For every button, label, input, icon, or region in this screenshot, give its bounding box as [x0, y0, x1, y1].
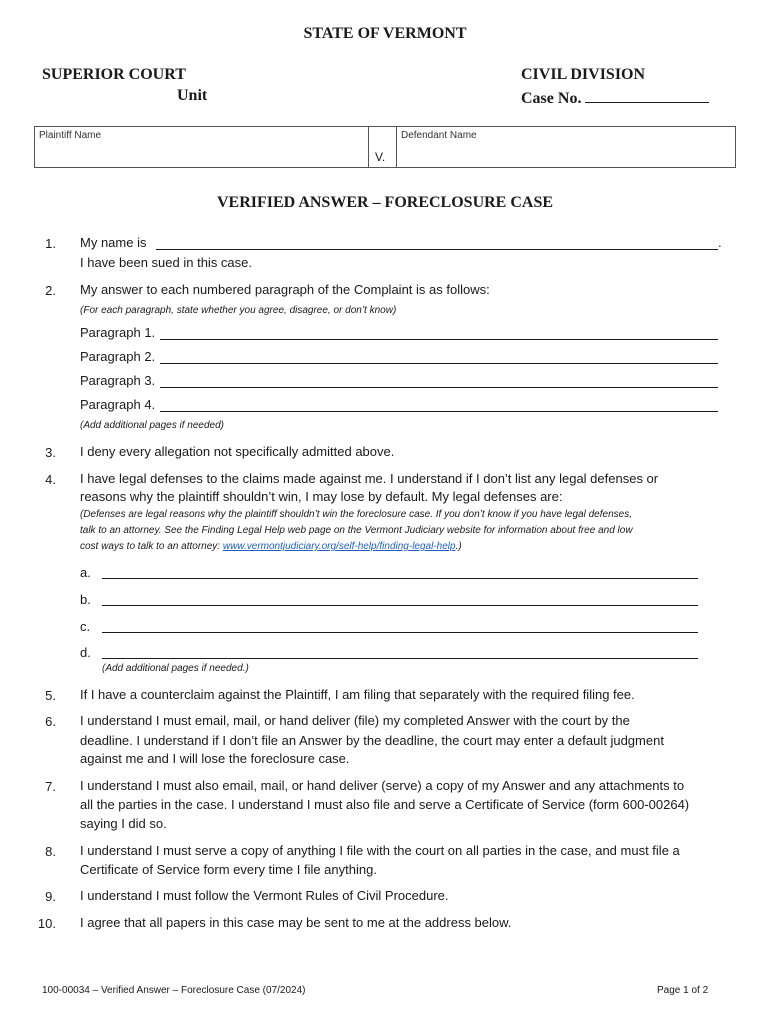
item-4-note-add: (Add additional pages if needed.)	[102, 663, 249, 674]
defense-a-field[interactable]	[102, 578, 698, 579]
defense-b-label: b.	[80, 592, 91, 607]
item-7-line-2: all the parties in the case. I understand I must also file and serve a Certificate of Service (form 600-00264)	[80, 797, 690, 812]
item-6-line-2: deadline. I understand if I don’t file an Answer by the deadline, the court may enter a default judgment	[80, 733, 664, 748]
item-1-text-a: My name is	[80, 235, 147, 250]
paragraph-3-label: Paragraph 3.	[80, 373, 156, 388]
paragraph-4-field[interactable]	[160, 411, 718, 412]
case-number	[521, 87, 709, 108]
item-2-text: My answer to each numbered paragraph of the Complaint is as follows:	[80, 282, 490, 297]
defense-a-label: a.	[80, 565, 91, 580]
plaintiff-field[interactable]	[35, 127, 369, 167]
item-5-text: If I have a counterclaim against the Plaintiff, I am filing that separately with the required filing fee.	[80, 687, 635, 702]
defendant-field[interactable]	[397, 127, 735, 167]
item-number: 7.	[45, 779, 56, 794]
item-10-text: I agree that all papers in this case may be sent to me at the address below.	[80, 915, 512, 930]
defense-c-label: c.	[80, 619, 91, 634]
item-number: 5.	[45, 688, 56, 703]
defense-b-field[interactable]	[102, 605, 698, 606]
item-4-note-1: (Defenses are legal reasons why the plaintiff shouldn’t win the foreclosure case. If you don’t know if you have legal defenses,	[80, 509, 632, 520]
item-2-note-2: (Add additional pages if needed)	[80, 420, 224, 431]
item-number: 4.	[45, 472, 56, 487]
division-label: CIVIL DIVISION	[521, 66, 646, 83]
item-4-line-1: I have legal defenses to the claims made against me. I understand if I don’t list any legal defenses or	[80, 471, 659, 486]
item-number: 1.	[45, 236, 56, 251]
item-6-line-3: against me and I will lose the foreclosure case.	[80, 751, 350, 766]
defense-d-label: d.	[80, 645, 91, 660]
item-6-line-1: I understand I must email, mail, or hand deliver (file) my completed Answer with the court by the	[80, 713, 630, 728]
case-number-label: Case No.	[521, 90, 582, 107]
item-4-note-3-end: .)	[455, 541, 462, 552]
item-1-text-b: I have been sued in this case.	[80, 255, 253, 270]
item-9-text: I understand I must follow the Vermont Rules of Civil Procedure.	[80, 888, 449, 903]
paragraph-3-field[interactable]	[160, 387, 718, 388]
case-number-field[interactable]	[585, 87, 709, 103]
paragraph-1-label: Paragraph 1.	[80, 325, 156, 340]
defense-c-field[interactable]	[102, 632, 698, 633]
state-heading: STATE OF VERMONT	[303, 25, 467, 42]
name-field[interactable]	[156, 249, 718, 250]
item-4-line-2: reasons why the plaintiff shouldn’t win, I may lose by default. My legal defenses are:	[80, 489, 563, 504]
versus-label: V.	[375, 150, 386, 164]
item-4-note-3-text: cost ways to talk to an attorney:	[80, 541, 223, 552]
paragraph-2-label: Paragraph 2.	[80, 349, 156, 364]
paragraph-4-label: Paragraph 4.	[80, 397, 156, 412]
item-number: 2.	[45, 283, 56, 298]
item-number: 6.	[45, 714, 56, 729]
paragraph-1-field[interactable]	[160, 339, 718, 340]
item-8-line-2: Certificate of Service form every time I file anything.	[80, 862, 377, 877]
document-title: VERIFIED ANSWER – FORECLOSURE CASE	[216, 194, 554, 211]
item-4-note-2: talk to an attorney. See the Finding Legal Help web page on the Vermont Judiciary website for information about free and low	[80, 525, 633, 536]
paragraph-2-field[interactable]	[160, 363, 718, 364]
item-7-line-1: I understand I must also email, mail, or hand deliver (serve) a copy of my Answer and any attachments to	[80, 778, 685, 793]
item-number: 3.	[45, 445, 56, 460]
defendant-label: Defendant Name	[401, 130, 477, 141]
court-name: SUPERIOR COURT	[42, 66, 186, 83]
legal-help-link[interactable]: www.vermontjudiciary.org/self-help/finding-legal-help	[222, 541, 456, 552]
item-number: 9.	[45, 889, 56, 904]
item-1-period: .	[718, 235, 722, 250]
defense-d-field[interactable]	[102, 658, 698, 659]
item-3-text: I deny every allegation not specifically admitted above.	[80, 444, 395, 459]
item-number: 10.	[37, 916, 56, 931]
form-number: 100-00034 – Verified Answer – Foreclosure Case (07/2024)	[42, 985, 306, 996]
versus-cell	[369, 127, 397, 167]
plaintiff-label: Plaintiff Name	[39, 130, 102, 141]
item-2-note: (For each paragraph, state whether you agree, disagree, or don’t know)	[80, 305, 397, 316]
unit-label: Unit	[177, 87, 208, 104]
caption-box	[34, 126, 736, 168]
item-number: 8.	[45, 844, 56, 859]
item-7-line-3: saying I did so.	[80, 816, 167, 831]
item-4-note-3	[80, 539, 462, 555]
item-8-line-1: I understand I must serve a copy of anything I file with the court on all parties in the case, and must file a	[80, 843, 680, 858]
page-number: Page 1 of 2	[657, 985, 709, 996]
